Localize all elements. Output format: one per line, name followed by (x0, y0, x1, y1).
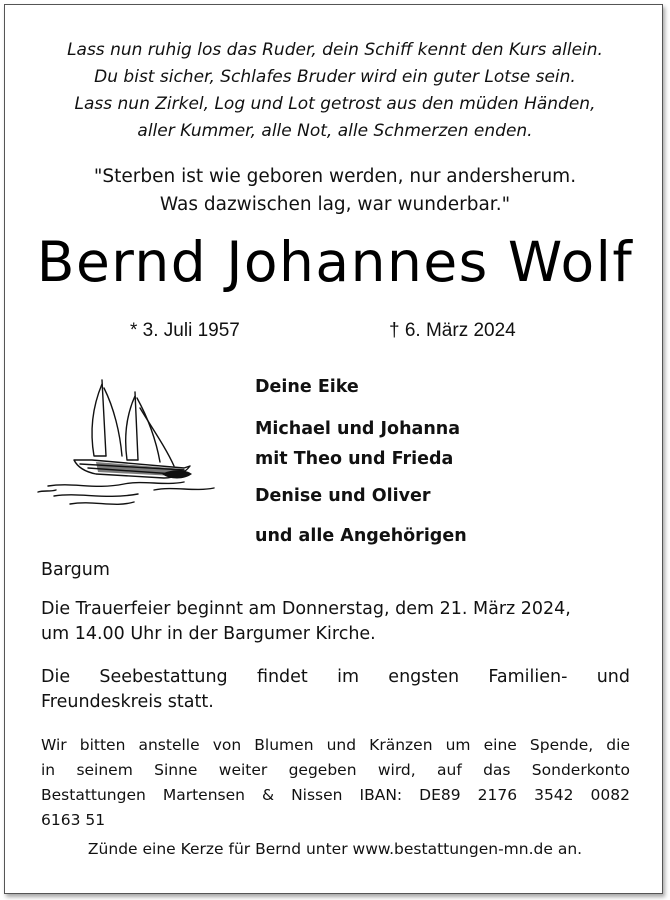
ceremony-line: Die Trauerfeier beginnt am Donnerstag, dem 21. März 2024, (41, 599, 571, 619)
mourner-line: Denise und Oliver (255, 486, 431, 506)
donation-line: in seinem Sinne weiter gegeben wird, auf das Sonderkonto (41, 761, 630, 779)
quote-line: "Sterben ist wie geboren werden, nur andersherum. (93, 166, 577, 187)
quote (0, 163, 670, 219)
death-date: † 6. März 2024 (389, 320, 516, 341)
mourner-line: Deine Eike (255, 377, 359, 397)
ceremony-line: um 14.00 Uhr in der Bargumer Kirche. (41, 624, 376, 644)
mourner-line: mit Theo und Frieda (255, 449, 454, 469)
poem-line: Lass nun ruhig los das Ruder, dein Schiff kennt den Kurs allein. (67, 40, 603, 60)
ceremony-text (41, 597, 630, 647)
place: Bargum (41, 560, 110, 580)
sailing-ship-icon (34, 378, 226, 518)
burial-line: Die Seebestattung findet im engsten Familien- und (41, 667, 630, 687)
deceased-name: Bernd Johannes Wolf (36, 230, 634, 294)
burial-line: Freundeskreis statt. (41, 692, 214, 712)
burial-text (41, 665, 630, 715)
donation-line: Wir bitten anstelle von Blumen und Kränzen um eine Spende, die (41, 736, 630, 754)
poem-line: Lass nun Zirkel, Log und Lot getrost aus den müden Händen, (74, 94, 596, 114)
poem (0, 37, 670, 145)
candle-note: Zünde eine Kerze für Bernd unter www.bestattungen-mn.de an. (87, 840, 583, 858)
donation-text (41, 733, 630, 833)
poem-line: Du bist sicher, Schlafes Bruder wird ein guter Lotse sein. (94, 67, 576, 87)
birth-date: * 3. Juli 1957 (130, 320, 240, 341)
mourner-line: Michael und Johanna (255, 419, 461, 439)
poem-line: aller Kummer, alle Not, alle Schmerzen enden. (137, 121, 533, 141)
mourner-line: und alle Angehörigen (255, 526, 467, 546)
donation-line: 6163 51 (41, 811, 106, 829)
quote-line: Was dazwischen lag, war wunderbar." (159, 194, 511, 215)
donation-line: Bestattungen Martensen & Nissen IBAN: DE89 2176 3542 0082 (41, 786, 630, 804)
